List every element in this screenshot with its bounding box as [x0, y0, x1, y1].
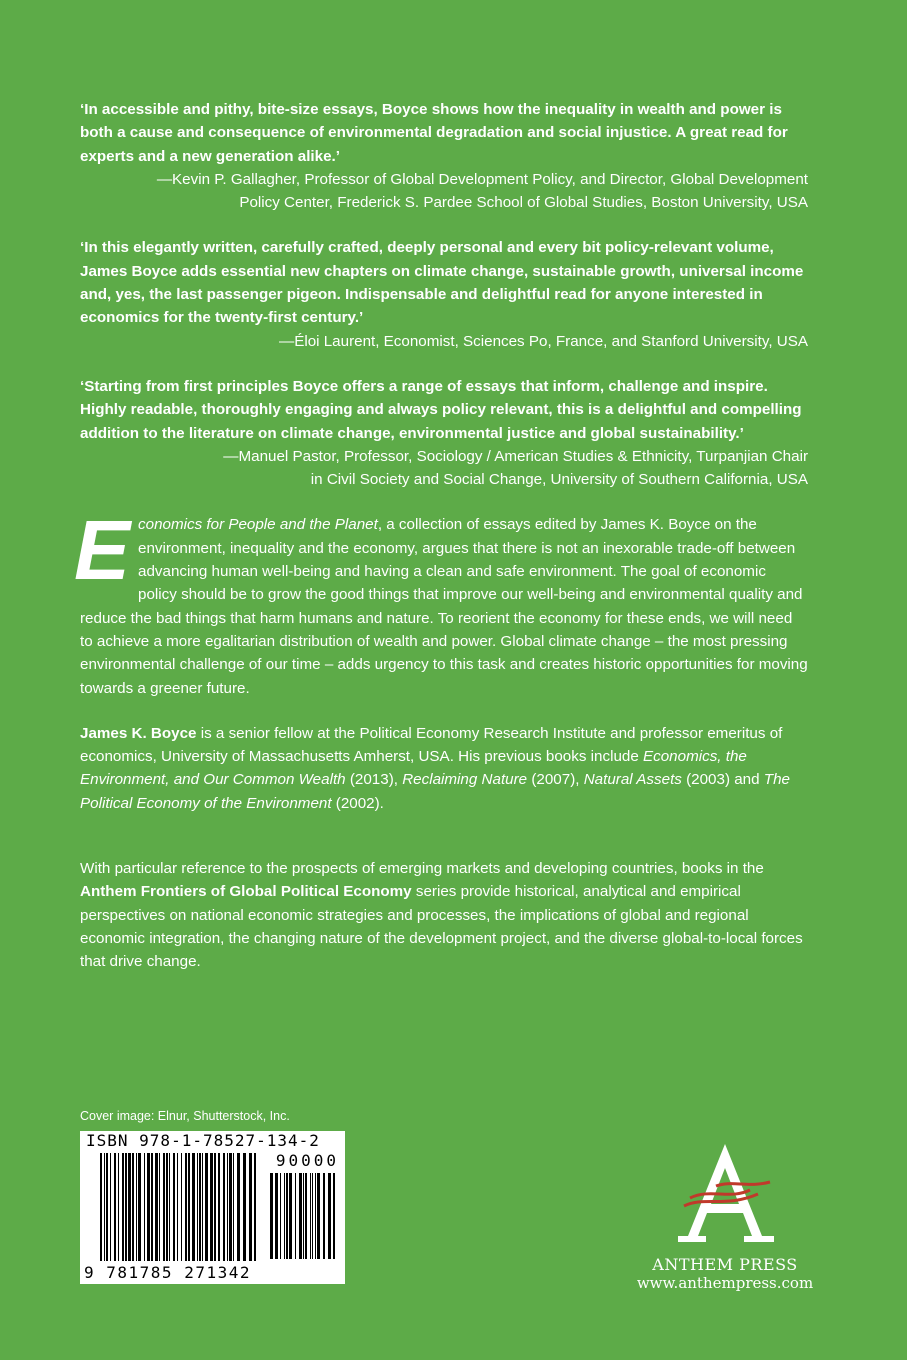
endorsement-quote: ‘In accessible and pithy, bite-size essays, Boyce shows how the inequality in wealth and power is both a cause and consequence of environmental degradation and social injustice. A great read for experts and a new generation alike.’ — [80, 101, 788, 165]
attribution-line: —Kevin P. Gallagher, Professor of Global Development Policy, and Director, Global Development — [156, 170, 808, 188]
barcode-bar — [147, 1153, 150, 1261]
series-text: series provide historical, analytical and empirical perspectives on national economic strategies and processes, the implications of global and regional economic integration, the changing nature of the development project, and the diverse global-to-local forces that drive change. — [80, 883, 803, 971]
barcode-bar — [333, 1173, 335, 1259]
barcode-bar — [303, 1173, 304, 1259]
barcode-bar — [173, 1153, 175, 1261]
barcode-bar — [166, 1153, 168, 1261]
barcode-bar — [192, 1153, 195, 1261]
barcode-bar — [132, 1153, 134, 1261]
barcode-bar — [205, 1153, 208, 1261]
text-column — [74, 98, 808, 974]
anthem-a-icon — [670, 1138, 780, 1248]
barcode-bar — [227, 1153, 228, 1261]
barcode-addon: 90000 — [275, 1151, 339, 1170]
barcode-addon-bars — [270, 1173, 340, 1259]
barcode-bar — [243, 1153, 246, 1261]
barcode-bar — [229, 1153, 232, 1261]
attribution-line: Policy Center, Frederick S. Pardee School of Global Studies, Boston University, USA — [239, 194, 808, 212]
endorsement-attribution — [80, 445, 808, 492]
barcode-bar — [114, 1153, 116, 1261]
barcode-bar — [315, 1173, 316, 1259]
barcode-bar — [280, 1173, 281, 1259]
barcode-bar — [185, 1153, 187, 1261]
bio-text: (2013), — [345, 771, 403, 789]
barcode-bar — [106, 1153, 108, 1261]
publisher-url[interactable]: www.anthempress.com — [636, 1274, 814, 1292]
barcode-bar — [100, 1153, 102, 1261]
barcode-digits: 9 781785 271342 — [84, 1263, 251, 1282]
author-bio — [80, 722, 808, 815]
bio-text: (2002). — [331, 794, 384, 812]
barcode-bar — [177, 1153, 178, 1261]
attribution-line: —Éloi Laurent, Economist, Sciences Po, France, and Stanford University, USA — [279, 332, 808, 350]
barcode-bar — [138, 1153, 141, 1261]
barcode-main-bars — [100, 1153, 260, 1261]
endorsement-quote: ‘Starting from first principles Boyce offers a range of essays that inform, challenge and inspire. Highly readable, thoroughly engaging and always policy relevant, this is a delightful and compelling addition to the literature on climate change, environmental justice and global sustainability.’ — [80, 377, 802, 442]
barcode-bar — [169, 1153, 170, 1261]
barcode-bar — [125, 1153, 127, 1261]
barcode-bar — [188, 1153, 190, 1261]
book-title: Economics, the Environment, and Our Common Wealth — [80, 748, 747, 789]
barcode-bar — [110, 1153, 111, 1261]
barcode-bar — [289, 1173, 292, 1259]
barcode-bar — [214, 1153, 216, 1261]
barcode-bar — [305, 1173, 307, 1259]
barcode-bar — [128, 1153, 131, 1261]
barcode-bar — [104, 1153, 105, 1261]
barcode-bar — [118, 1153, 119, 1261]
barcode-bar — [323, 1173, 325, 1259]
endorsement-attribution — [80, 168, 808, 215]
barcode-bar — [295, 1173, 296, 1259]
barcode-bar — [197, 1153, 198, 1261]
book-description — [74, 503, 808, 699]
endorsement-3 — [80, 375, 808, 491]
barcode-bar — [210, 1153, 213, 1261]
endorsement-2 — [80, 236, 808, 352]
attribution-line: —Manuel Pastor, Professor, Sociology / American Studies & Ethnicity, Turpanjian Chair — [223, 447, 808, 465]
barcode-bar — [136, 1153, 137, 1261]
barcode-bar — [299, 1173, 302, 1259]
endorsement-quote: ‘In this elegantly written, carefully crafted, deeply personal and every bit policy-relevant volume, James Boyce adds essential new chapters on climate change, sustainable growth, universal income and, yes, the last passenger pigeon. Indispensable and delightful read for anyone interested in economics for the twenty-first century.’ — [80, 239, 804, 327]
barcode-bar — [151, 1153, 153, 1261]
attribution-line: in Civil Society and Social Change, University of Southern California, USA — [310, 471, 808, 489]
barcode-bar — [218, 1153, 220, 1261]
barcode-bar — [202, 1153, 203, 1261]
barcode-bar — [159, 1153, 160, 1261]
endorsement-attribution — [80, 330, 808, 353]
barcode-bar — [155, 1153, 158, 1261]
publisher-logo — [620, 1138, 830, 1292]
series-name: Anthem Frontiers of Global Political Economy — [80, 883, 412, 901]
barcode-bar — [199, 1153, 201, 1261]
publisher-name: ANTHEM PRESS — [652, 1255, 798, 1274]
book-title: Natural Assets — [583, 771, 682, 789]
drop-cap: E — [74, 503, 131, 598]
barcode-bar — [328, 1173, 331, 1259]
barcode-bar — [284, 1173, 285, 1259]
book-title: The Political Economy of the Environment — [80, 771, 790, 812]
bio-text: (2007), — [527, 771, 584, 789]
endorsement-1 — [80, 98, 808, 214]
barcode-bar — [163, 1153, 165, 1261]
barcode-bar — [270, 1173, 273, 1259]
book-title: conomics for People and the Planet — [138, 516, 378, 534]
barcode-bar — [310, 1173, 311, 1259]
barcode-bar — [237, 1153, 240, 1261]
barcode-bar — [254, 1153, 256, 1261]
barcode-bar — [223, 1153, 225, 1261]
bio-text: is a senior fellow at the Political Economy Research Institute and professor emeritus of economics, University of Massachusetts Amherst, USA. His previous books include — [80, 724, 783, 766]
book-title: Reclaiming Nature — [402, 771, 528, 789]
barcode-bar — [181, 1153, 182, 1261]
isbn-barcode — [80, 1131, 345, 1284]
barcode-bar — [275, 1173, 278, 1259]
bio-text: (2003) and — [681, 771, 764, 789]
description-text: , a collection of essays edited by James K. Boyce on the environment, inequality and the economy, argues that there is not an inexorable trade-off between advancing human well-being and having a clean and safe environment. The goal of economic policy should be to grow the good things that improve our well-being and environmental quality and reduce the bad things that harm humans and nature. To reorient the economy for these ends, we will need to achieve a more egalitarian distribution of wealth and power. Global climate change – the most pressing environmental challenge of our time – adds urgency to this task and creates historic opportunities for moving towards a greener future. — [80, 516, 808, 697]
barcode-bar — [286, 1173, 288, 1259]
series-description — [80, 857, 808, 973]
series-text: With particular reference to the prospects of emerging markets and developing countries, books in the — [80, 860, 764, 878]
barcode-bar — [233, 1153, 234, 1261]
barcode-bar — [312, 1173, 313, 1259]
barcode-bar — [317, 1173, 320, 1259]
barcode-bar — [249, 1153, 252, 1261]
cover-image-credit: Cover image: Elnur, Shutterstock, Inc. — [80, 1109, 290, 1123]
isbn-text: ISBN 978-1-78527-134-2 — [86, 1131, 320, 1150]
barcode-bar — [122, 1153, 124, 1261]
barcode-bar — [144, 1153, 145, 1261]
author-name: James K. Boyce — [80, 724, 197, 742]
